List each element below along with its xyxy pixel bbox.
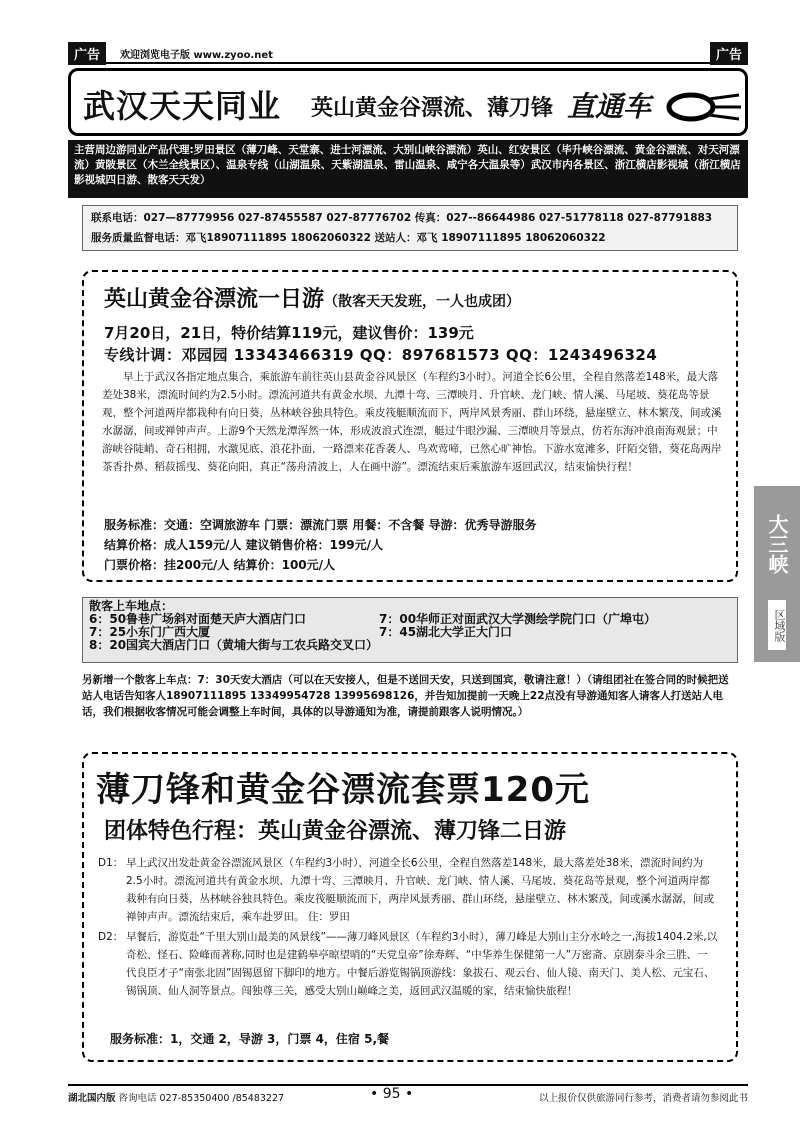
tour2-service: 服务标准：1，交通 2，导游 3，门票 4，住宿 5,餐 <box>110 1032 390 1046</box>
tour1-description: 早上于武汉各指定地点集合，乘旅游车前往英山县黄金谷风景区（车程约3小时）。河道全长6公里，全程自然落差148米，最大落差处38米，漂流时间约为2.5小时。漂流河道共有黄金水坝、九潭十弯、三潭映月、升官峡、龙门峡、情人溪、马尾坡、葵花岛等景观，整个河道两岸都栽种有向日葵，丛林峡谷独具特色。乘皮筏艇顺流而下，两岸风景秀丽、群山环绕，悬崖壁立、林木繁茂，间或溪水潺潺，间或禅钟声声。上游9个天然龙潭浑然一体，形成波浪式连漂，艇过牛眼沙漏、三潭映月等景点，仿若东海冲浪南海观景；中游峡谷陡峭、奇石相拥，水激见底、浪花扑面，一路漂来花香袭人、鸟欢莺啼，已然心旷神怡。下游水宽滩多，阡陌交错，葵花岛两岸茶香扑鼻、稻菽摇曳、葵花向阳，真正“荡舟清波上，人在画中游”。漂流结束后乘旅游车返回武汉，结束愉快行程！ <box>102 371 722 473</box>
tour2-subtitle: 团体特色行程：英山黄金谷漂流、薄刀锋二日游 <box>104 819 567 844</box>
day1-label: D1： <box>98 857 124 869</box>
tour2-box <box>82 752 738 1062</box>
pickup-point: 6：50鲁巷广场斜对面楚天庐大酒店门口 <box>89 612 307 626</box>
sidebar-title: 大三峡 <box>765 514 789 574</box>
footer-contact: 湖北国内版 咨询电话 027-85350400 /85483227 <box>68 1093 285 1104</box>
contact-box <box>82 205 738 251</box>
tour1-price: 7月20日，21日，特价结算119元，建议售价：139元 <box>104 324 474 342</box>
tour1-service: 服务标准：交通：空调旅游车 门票：漂流门票 用餐：不含餐 导游：优秀导游服务 <box>104 518 537 532</box>
contact-supervision: 服务质量监督电话：邓飞18907111895 18062060322 送站人：邓飞 18907111895 18062060322 <box>91 232 606 244</box>
tour1-hotline: 专线计调：邓园园 13343466319 QQ：897681573 QQ：1243496324 <box>104 346 658 364</box>
pickup-points <box>82 597 738 663</box>
ad-tag-left: 广告 <box>68 42 106 65</box>
pickup-point: 7：45湖北大学正大门口 <box>379 625 513 639</box>
pickup-point: 7：25小东门广西大厦 <box>89 625 211 639</box>
pickup-title: 散客上车地点： <box>89 599 174 613</box>
sidebar-edition: 区域版 <box>768 600 786 650</box>
pickup-point: 7：00华师正对面武汉大学测绘学院门口（广埠屯） <box>379 612 657 626</box>
page-number: • 95 • <box>370 1086 414 1102</box>
pickup-notes: 另新增一个散客上车点：7：30天安大酒店（可以在天安接人，但是不送回天安，只送到国宾，敬请注意！）（请组团社在签合同的时候把送站人电话告知客人18907111895 13349954728 13995698126，并告知加提前一天晚上22点没有导游通知客人请客人打送站人电话，我们根据收客情况可能会调整上车时间，具体的以导游通知为准，请提前跟客人说明情况。） <box>82 674 729 718</box>
tour1-title: 英山黄金谷漂流一日游（散客天天发班，一人也成团） <box>104 287 521 312</box>
tour2-title: 薄刀锋和黄金谷漂流套票120元 <box>96 770 590 810</box>
tour1-settle-price: 结算价格：成人159元/人 建议销售价格：199元/人 <box>104 538 384 552</box>
company-name: 武汉天天同业 <box>83 87 282 125</box>
header-subtitle: 英山黄金谷漂流、薄刀锋 <box>311 95 554 121</box>
page-footer <box>68 1084 748 1106</box>
contact-phones: 联系电话：027—87779956 027-87455587 027-87776702 传真：027--86644986 027-51778118 027-87791883 <box>91 212 713 224</box>
ad-tag-right: 广告 <box>710 42 748 65</box>
tour2-day2 <box>98 928 718 1000</box>
top-bar <box>68 42 748 64</box>
product-list: 主营周边游同业产品代理:罗田景区（薄刀峰、天堂寨、进士河漂流、大别山峡谷漂流）英山、红安景区（毕升峡谷漂流、黄金谷漂流、对天河漂流）黄陂景区（木兰全线景区）、温泉专线（山湖温泉、天紫湖温泉、雷山温泉、咸宁各大温泉等）武汉市内各景区、浙江横店影视城（浙江横店影视城四日游、散客天天发） <box>68 140 748 198</box>
footer-disclaimer: 以上报价仅供旅游同行参考，消费者请勿参阅此书 <box>538 1093 748 1104</box>
day2-label: D2： <box>98 931 124 943</box>
tour1-box <box>82 270 738 582</box>
pickup-point: 8：20国宾大酒店门口（黄埔大街与工农兵路交叉口） <box>89 638 379 652</box>
site-link[interactable]: 欢迎浏览电子版 www.zyoo.net <box>120 50 273 61</box>
day2-text: 早餐后，游览赴“千里大别山最美的风景线”——薄刀峰风景区（车程约3小时），薄刀峰是大别山主分水岭之一,海拔1404.2米,以奇松、怪石、险峰而著称,同时也是建鹤皋亭晾望哨的“天党皇帝”徐寿辉、“中华养生保健第一人”万密斋、京剧泰斗余三胜、一代良臣才子“南张北固”固锡恩留下脚印的地方。中餐后游览锡锅顶游线：象拔石、观云台、仙人镜、南天门、美人松、元宝石、锡锅顶、仙人洞等景点。闯独尊三关，感受大别山巅峰之美，返回武汉温暖的家，结束愉快旅程！ <box>126 931 718 997</box>
day1-text: 早上武汉出发赴黄金谷漂流风景区（车程约3小时），河道全长6公里，全程自然落差148米，最大落差处38米，漂流时间约为2.5小时。漂流河道共有黄金水坝、九潭十弯、三潭映月、升官峡、龙门峡、情人溪、马尾坡、葵花岛等景观，整个河道两岸都栽种有向日葵，丛林峡谷独具特色。乘皮筏艇顺流而下，两岸风景秀丽、群山环绕，悬崖壁立、林木繁茂，间或溪水潺潺，间或禅钟声声。漂流结束后，乘车赴罗田。 住：罗田 <box>126 857 714 923</box>
direct-bus-badge: 直通车 <box>567 90 652 123</box>
tour1-ticket-price: 门票价格：挂200元/人 结算价：100元/人 <box>104 558 336 572</box>
bus-swoosh-icon <box>661 89 741 125</box>
tour1-title-note: （散客天天发班，一人也成团） <box>324 294 521 310</box>
region-sidebar <box>754 486 800 662</box>
ad-header <box>68 68 748 136</box>
tour2-day1 <box>98 854 718 926</box>
